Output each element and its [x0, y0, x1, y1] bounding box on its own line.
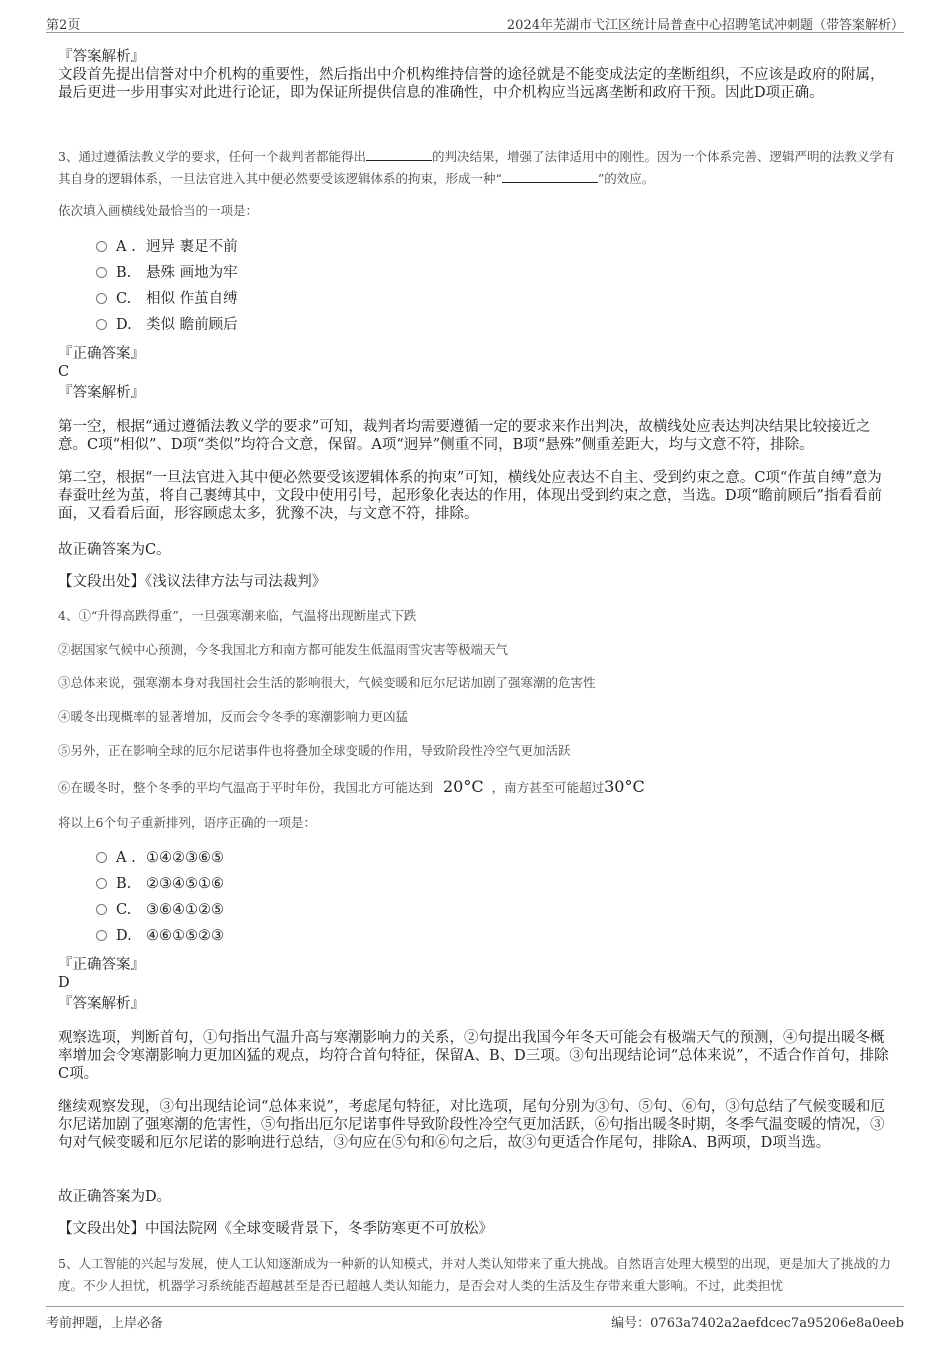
q4-option-d[interactable]: D. ④⑥①⑤②③	[96, 926, 224, 946]
page-footer	[46, 1306, 904, 1331]
q2-analysis-label: 『答案解析』	[58, 49, 145, 65]
q3-conclusion: 故正确答案为C。	[58, 542, 171, 558]
q3-answer-label: 『正确答案』	[58, 346, 145, 362]
q4-analysis-p1: 观察选项，判断首句，①句指出气温升高与寒潮影响力的关系，②句提出我国今年冬天可能会有极端天气的预测，④句提出暖冬概率增加会令寒潮影响力更加凶猛的观点，均符合首句特征，保留A、B、D三项。③句出现结论词“总体来说”，不适合作首句，排除C项。	[58, 1030, 889, 1082]
temperature-north: 20°C	[443, 777, 484, 796]
q4-conclusion: 故正确答案为D。	[58, 1189, 172, 1205]
q3-option-d[interactable]: D. 类似 瞻前顾后	[96, 315, 238, 335]
temperature-south: 30°C	[604, 777, 645, 796]
footer-slogan: 考前押题，上岸必备	[46, 1316, 164, 1331]
q3-analysis-p1: 第一空，根据“通过遵循法教义学的要求”可知，裁判者均需要遵循一定的要求来作出判决，故横线处应表达判决结果比较接近之意。C项“相似”、D项“类似”均符合文意，保留。A项“迥异”侧重不同，B项“悬殊”侧重差距大，均与文意不符，排除。	[58, 419, 871, 453]
document-title: 2024年芜湖市弋江区统计局普查中心招聘笔试冲刺题（带答案解析）	[506, 18, 904, 33]
q2-analysis-text: 文段首先提出信誉对中介机构的重要性，然后指出中介机构维持信誉的途径就是不能变成法定的垄断组织，不应该是政府的附属，最后更进一步用事实对此进行论证，即为保证所提供信息的准确性，中介机构应当远离垄断和政府干预。因此D项正确。	[58, 67, 885, 101]
q4-answer-label: 『正确答案』	[58, 957, 145, 973]
q4-source: 【文段出处】中国法院网《全球变暖背景下，冬季防寒更不可放松》	[58, 1221, 493, 1237]
q4-option-a[interactable]: A . ①④②③⑥⑤	[96, 848, 224, 868]
q3-source: 【文段出处】《浅议法律方法与司法裁判》	[58, 574, 327, 590]
radio-icon[interactable]	[96, 319, 107, 330]
q4-option-b[interactable]: B. ②③④⑤①⑥	[96, 874, 224, 894]
q4-sentence-6: ⑥在暖冬时，整个冬季的平均气温高于平时年份，我国北方可能达到 20°C ，南方甚至可能超过30°C	[58, 777, 645, 796]
radio-icon[interactable]	[96, 267, 107, 278]
q4-instruction: 将以上6个句子重新排列，语序正确的一项是：	[58, 815, 316, 830]
q4-answer: D	[58, 975, 70, 991]
q4-analysis-p2: 继续观察发现，③句出现结论词“总体来说”，考虑尾句特征，对比选项，尾句分别为③句、⑤句、⑥句，③句总结了气候变暖和厄尔尼诺加剧了强寒潮的危害性，⑤句指出厄尔尼诺事件导致阶段性冷空气更加活跃，⑥句指出暖冬时期，冬季气温变暖的情况，③句对气候变暖和厄尔尼诺的影响进行总结，③句应在⑤句和⑥句之后，故③句更适合作尾句，排除A、B两项，D项当选。	[58, 1099, 885, 1151]
q3-analysis-label: 『答案解析』	[58, 385, 145, 401]
radio-icon[interactable]	[96, 852, 107, 863]
q3-analysis-p2: 第二空，根据“一旦法官进入其中便必然要受该逻辑体系的拘束”可知，横线处应表达不自主、受到约束之意。C项“作茧自缚”意为春蚕吐丝为茧，将自己裹缚其中，文段中使用引号，起形象化表达的作用，体现出受到约束之意，当选。D项“瞻前顾后”指看看前面，又看看后面，形容顾虑太多，犹豫不决，与文意不符，排除。	[58, 470, 882, 522]
q3-option-c[interactable]: C. 相似 作茧自缚	[96, 289, 238, 309]
page-number: 第2页	[46, 18, 81, 33]
blank-2	[502, 170, 598, 183]
q3-instruction: 依次填入画横线处最恰当的一项是：	[58, 203, 259, 218]
q3-stem: 3、通过遵循法教义学的要求，任何一个裁判者都能得出 的判决结果，增强了法律适用中的刚性。因为一个体系完善、逻辑严明的法教义学有其自身的逻辑体系，一旦法官进入其中便必然要受该逻辑体系的拘束，形成一种“ ”的效应。	[58, 149, 895, 186]
q4-sentence-2: ②据国家气候中心预测，今冬我国北方和南方都可能发生低温雨雪灾害等极端天气	[58, 642, 509, 657]
radio-icon[interactable]	[96, 904, 107, 915]
q4-option-c[interactable]: C. ③⑥④①②⑤	[96, 900, 224, 920]
blank-1	[366, 148, 432, 161]
q3-answer: C	[58, 364, 70, 380]
q4-sentence-4: ④暖冬出现概率的显著增加，反而会令冬季的寒潮影响力更凶猛	[58, 709, 409, 724]
q4-sentence-1: 4、①“升得高跌得重”，一旦强寒潮来临，气温将出现断崖式下跌	[58, 608, 417, 623]
radio-icon[interactable]	[96, 293, 107, 304]
q4-analysis-label: 『答案解析』	[58, 996, 145, 1012]
q4-sentence-3: ③总体来说，强寒潮本身对我国社会生活的影响很大，气候变暖和厄尔尼诺加剧了强寒潮的危害性	[58, 675, 596, 690]
radio-icon[interactable]	[96, 930, 107, 941]
page-header	[46, 14, 904, 33]
q3-option-b[interactable]: B. 悬殊 画地为牢	[96, 263, 238, 283]
q5-stem: 5、人工智能的兴起与发展，使人工认知逐渐成为一种新的认知模式，并对人类认知带来了重大挑战。自然语言处理大模型的出现，更是加大了挑战的力度。不少人担忧，机器学习系统能否超越甚至是否已超越人类认知能力，是否会对人类的生活及生存带来重大影响。不过，此类担忧	[58, 1256, 891, 1293]
radio-icon[interactable]	[96, 878, 107, 889]
q4-sentence-5: ⑤另外，正在影响全球的厄尔尼诺事件也将叠加全球变暖的作用，导致阶段性冷空气更加活跃	[58, 743, 571, 758]
footer-code: 编号：0763a7402a2aefdcec7a95206e8a0eeb	[611, 1316, 904, 1331]
q3-option-a[interactable]: A . 迥异 裹足不前	[96, 237, 238, 257]
radio-icon[interactable]	[96, 241, 107, 252]
